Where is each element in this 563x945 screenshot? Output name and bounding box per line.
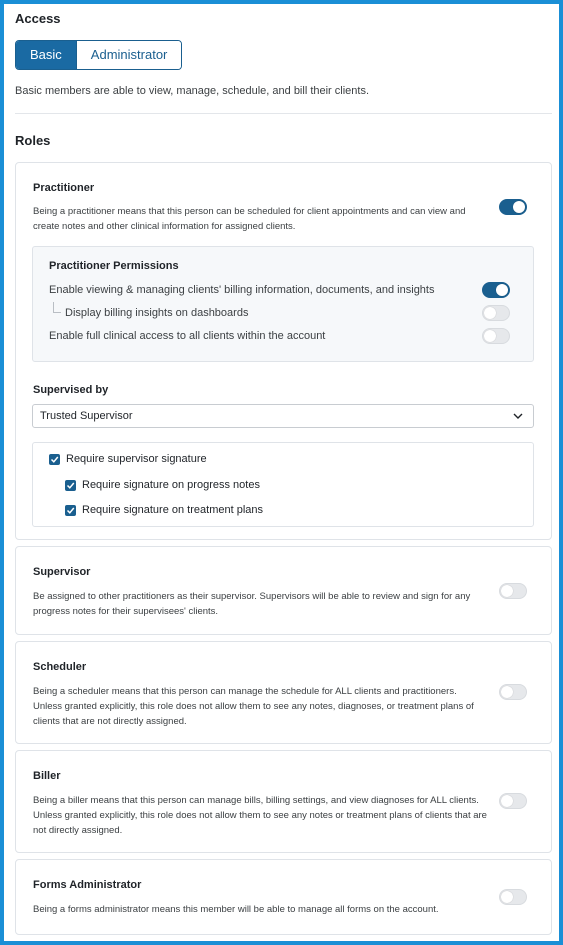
require-supervisor-signature-checkbox[interactable] — [49, 453, 207, 465]
require-signature-progress-notes-checkbox[interactable] — [65, 479, 260, 491]
practitioner-role-card — [15, 162, 552, 540]
checkbox-checked-icon — [65, 480, 76, 491]
practitioner-permissions-panel — [32, 246, 534, 362]
access-description: Basic members are able to view, manage, schedule, and bill their clients. — [15, 85, 370, 97]
supervisor-description: Be assigned to other practitioners as their supervisor. Supervisors will be able to review and sign for any progress notes for their supervisees' clients. — [33, 591, 471, 617]
require-signature-treatment-plans-label: Require signature on treatment plans — [82, 504, 263, 516]
forms-administrator-title: Forms Administrator — [33, 879, 142, 891]
biller-role-card — [15, 750, 552, 853]
practitioner-description: Being a practitioner means that this person can be scheduled for client appointments and can view and create notes and other clinical information for assigned clients. — [33, 206, 466, 232]
access-basic-option[interactable]: Basic — [16, 41, 76, 69]
permission-billing-label: Enable viewing & managing clients' billing information, documents, and insights — [49, 284, 435, 296]
checkbox-checked-icon — [49, 454, 60, 465]
scheduler-description: Being a scheduler means that this person can manage the schedule for ALL clients and practitioners. Unless granted explicitly, this role does not allow them to see any notes, diagnoses, or treatment plans of clients that are not directly assigned. — [33, 686, 474, 727]
require-signature-treatment-plans-checkbox[interactable] — [65, 504, 263, 516]
nested-indicator — [53, 302, 61, 313]
permission-full-clinical-label: Enable full clinical access to all clients within the account — [49, 330, 326, 342]
signature-options-panel — [32, 442, 534, 527]
checkbox-checked-icon — [65, 505, 76, 516]
practitioner-permissions-title: Practitioner Permissions — [49, 260, 179, 272]
practitioner-toggle[interactable] — [499, 199, 527, 215]
roles-heading: Roles — [15, 133, 51, 148]
biller-title: Biller — [33, 770, 61, 782]
scheduler-role-card — [15, 641, 552, 744]
forms-administrator-toggle[interactable] — [499, 889, 527, 905]
access-administrator-option[interactable]: Administrator — [76, 41, 182, 69]
require-supervisor-signature-label: Require supervisor signature — [66, 453, 207, 465]
forms-administrator-description: Being a forms administrator means this member will be able to manage all forms on the account. — [33, 904, 439, 915]
biller-description: Being a biller means that this person can manage bills, billing settings, and view diagnoses for ALL clients. Unless granted explicitly, this role does not allow them to see any notes or treatment plans of clients that are not directly assigned. — [33, 795, 487, 836]
supervisor-toggle[interactable] — [499, 583, 527, 599]
access-toggle-group — [15, 40, 182, 70]
permission-dashboard-insights-label: Display billing insights on dashboards — [65, 307, 249, 319]
supervisor-role-card — [15, 546, 552, 635]
supervisor-select-value: Trusted Supervisor — [40, 410, 133, 422]
practitioner-title: Practitioner — [33, 182, 95, 194]
chevron-down-icon — [513, 411, 523, 421]
divider — [15, 113, 552, 114]
settings-panel — [4, 4, 559, 941]
supervisor-select[interactable] — [32, 404, 534, 428]
permission-billing-toggle[interactable] — [482, 282, 510, 298]
scheduler-toggle[interactable] — [499, 684, 527, 700]
permission-dashboard-insights-toggle[interactable] — [482, 305, 510, 321]
scheduler-title: Scheduler — [33, 661, 87, 673]
biller-toggle[interactable] — [499, 793, 527, 809]
permission-full-clinical-toggle[interactable] — [482, 328, 510, 344]
access-heading: Access — [15, 11, 61, 26]
supervisor-title: Supervisor — [33, 566, 91, 578]
forms-administrator-role-card — [15, 859, 552, 935]
supervised-by-label: Supervised by — [33, 384, 109, 396]
require-signature-progress-notes-label: Require signature on progress notes — [82, 479, 260, 491]
